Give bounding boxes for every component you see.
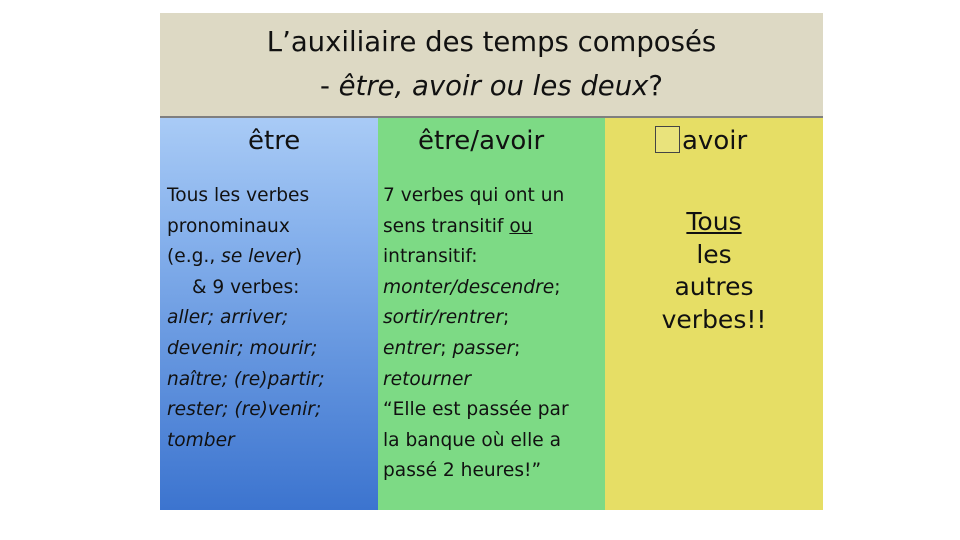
column-heading-avoir: avoir [682,126,748,156]
separator: ; [514,337,521,359]
checkbox-icon [655,126,680,153]
list-item [167,242,325,273]
list-item [383,334,569,365]
list-item: pronominaux [167,215,290,237]
slide [160,13,823,510]
column-body-etre-avoir [383,181,569,487]
example-verb: se lever [221,246,295,268]
list-item: tomber [167,429,235,451]
title-question: être, avoir ou les deux [338,70,649,102]
list-item: Tous les verbes [167,185,310,206]
title-prefix: - [319,70,339,102]
title-line-2 [160,69,823,103]
separator: ; [554,276,561,298]
column-heading-avoir-wrap [655,124,823,158]
verb: entrer [383,337,441,359]
list-item: naître; (re)partir; [167,368,325,390]
example-sentence: passé 2 heures!” [383,460,542,482]
title-line-1: L’auxiliaire des temps composés [266,26,717,58]
column-heading-etre: être [248,126,301,156]
separator: ; [440,337,453,359]
underlined-ou: ou [509,215,533,237]
list-item [383,303,569,334]
verb-pair: sortir/rentrer [383,307,503,329]
column-etre [160,118,378,510]
list-item: & 9 verbes: [192,276,300,298]
list-item: verbes!! [661,304,767,334]
text-segment: sens transitif [383,215,510,237]
list-item: intransitif: [383,246,478,268]
title-banner [160,13,823,118]
list-item: autres [674,272,754,301]
separator: ; [502,307,510,329]
list-item: 7 verbes qui ont un [383,185,565,206]
column-etre-avoir [378,118,605,510]
list-item: aller; arriver; [167,307,289,329]
column-body-etre [167,181,325,456]
list-item [383,273,569,304]
list-item: Tous [686,207,742,236]
column-heading-etre-avoir: être/avoir [418,126,545,156]
list-item: devenir; mourir; [167,337,318,359]
example-prefix: (e.g., [167,246,222,268]
example-sentence: la banque où elle a [383,429,561,451]
list-item: retourner [383,368,472,390]
verb-pair: monter/descendre [383,276,555,298]
list-item [383,212,569,243]
column-body-avoir [605,206,823,336]
example-suffix: ) [294,246,303,268]
title-question-mark: ? [648,70,664,102]
list-item: les [696,239,732,269]
example-sentence: “Elle est passée par [383,399,569,421]
column-avoir [605,118,823,510]
verb: passer [452,337,515,359]
list-item: rester; (re)venir; [167,399,322,421]
